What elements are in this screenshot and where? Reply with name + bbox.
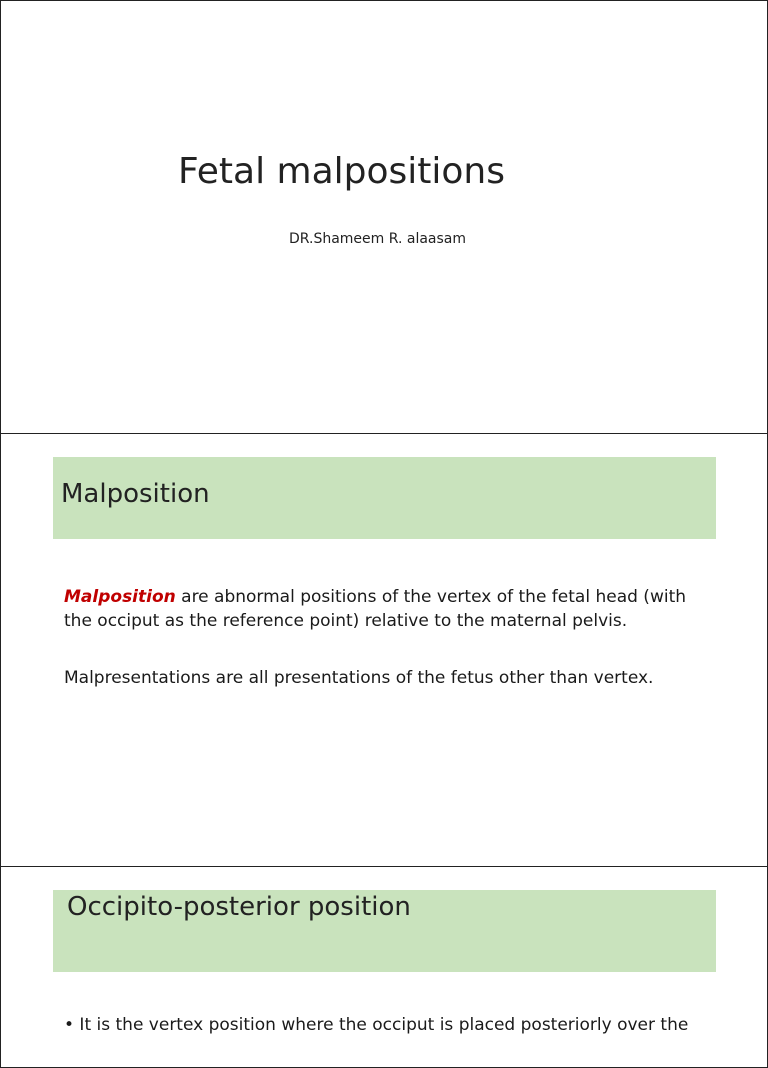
section-header-band (53, 457, 716, 539)
malpresentation-paragraph: Malpresentations are all presentations of the fetus other than vertex. (64, 668, 654, 688)
section-header: Occipito-posterior position (67, 892, 411, 922)
definition-paragraph (64, 585, 704, 633)
bullet-line: • It is the vertex position where the occiput is placed posteriorly over the (64, 1015, 689, 1035)
section-header: Malposition (61, 479, 210, 509)
slide-author: DR.Shameem R. alaasam (289, 231, 467, 247)
slide-title: Fetal malpositions (178, 151, 505, 192)
slide-3 (0, 866, 768, 1068)
slide-2 (0, 433, 768, 867)
definition-text: are abnormal positions of the vertex of the fetal head (with the occiput as the reference point) relative to the maternal pelvis. (64, 587, 687, 631)
defined-term: Malposition (64, 587, 176, 607)
slide-1 (0, 0, 768, 434)
section-header-band (53, 890, 716, 972)
